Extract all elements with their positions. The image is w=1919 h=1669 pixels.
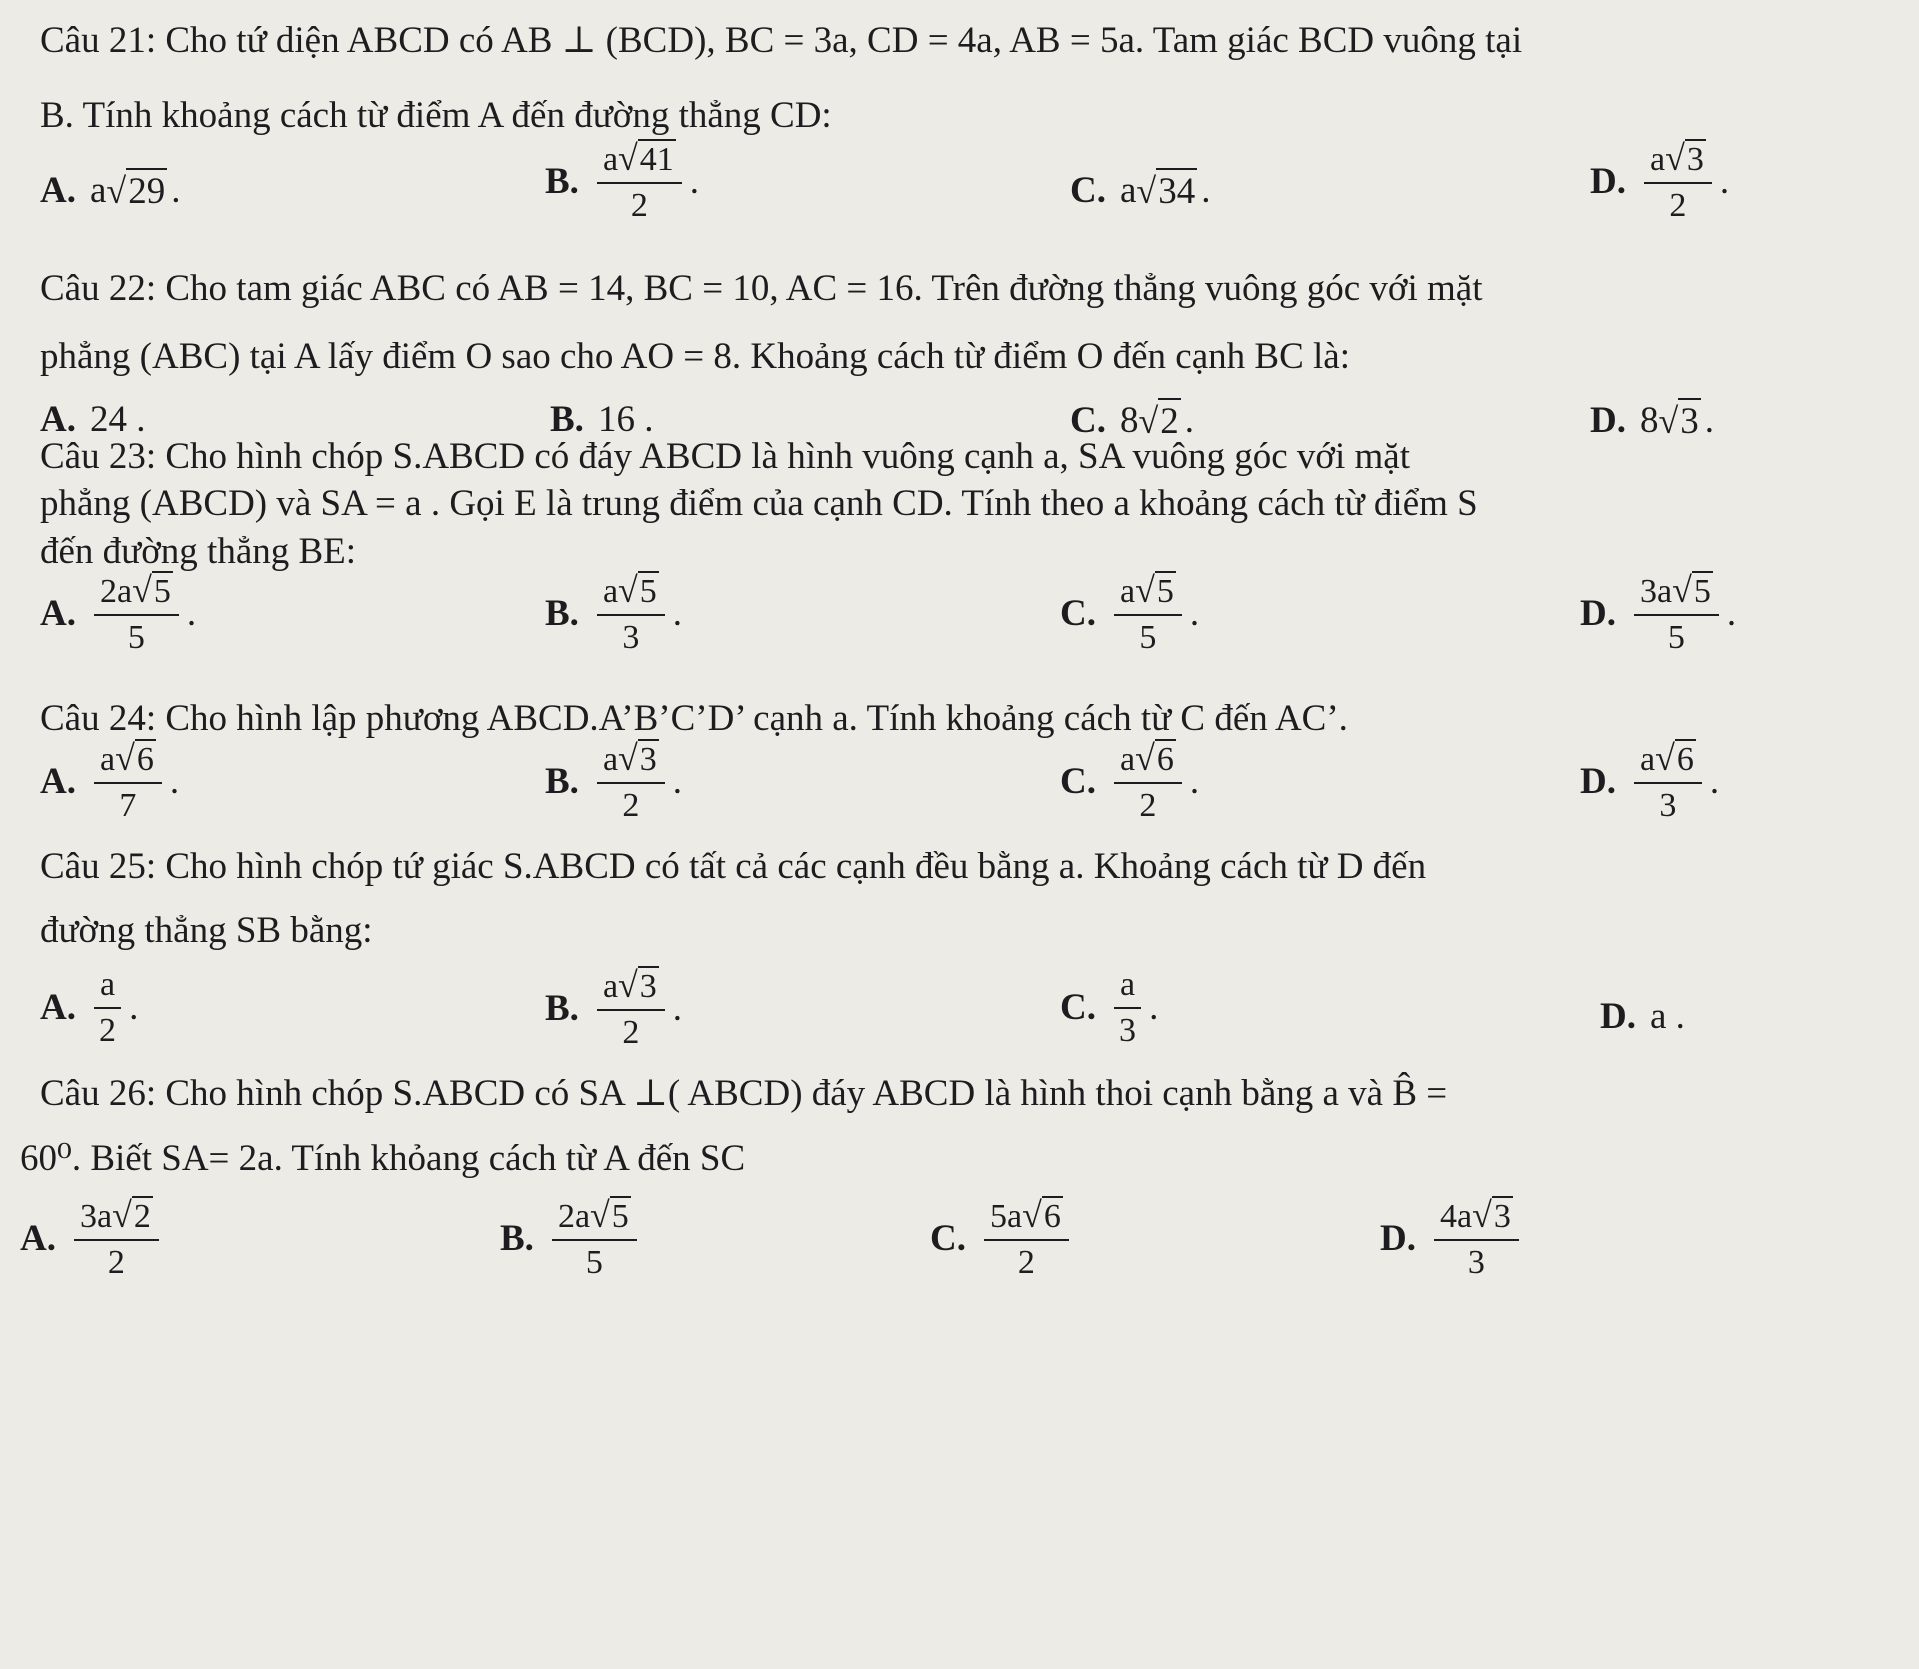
fraction-denominator: 2 <box>1139 786 1157 824</box>
question-line: Câu 24: Cho hình lập phương ABCD.A’B’C’D’ cạnh a. Tính khoảng cách từ C đến AC’. <box>40 698 1348 739</box>
fraction-denominator: 5 <box>585 1243 603 1281</box>
sqrt-sign: √ <box>618 965 638 1005</box>
option-letter: B. <box>545 161 579 203</box>
fraction-denominator: 2 <box>107 1243 125 1281</box>
fraction-numerator <box>1114 740 1182 784</box>
numerator-coefficient: a <box>1119 966 1136 1003</box>
option-period: . <box>186 593 197 635</box>
option-letter: A. <box>40 987 76 1029</box>
option-letter: C. <box>930 1218 966 1260</box>
fraction <box>94 572 179 655</box>
question-line: Câu 25: Cho hình chóp tứ giác S.ABCD có tất cả các cạnh đều bằng a. Khoảng cách từ D đến <box>40 846 1427 887</box>
option-letter: D. <box>1580 761 1616 803</box>
radicand: 34 <box>1156 168 1197 213</box>
option-period: . <box>169 761 180 803</box>
fraction-numerator <box>74 1197 159 1241</box>
numerator-coefficient: a <box>1119 573 1136 610</box>
question-line: Câu 22: Cho tam giác ABC có AB = 14, BC = 10, AC = 16. Trên đường thẳng vuông góc với mặt <box>40 268 1483 309</box>
sqrt-sign: √ <box>618 570 638 610</box>
sqrt-sign: √ <box>132 570 152 610</box>
radicand: 41 <box>639 141 674 178</box>
option-letter: A. <box>20 1218 56 1260</box>
radicand: 3 <box>1493 1198 1511 1235</box>
option-period: . <box>1149 987 1159 1029</box>
sqrt-sign: √ <box>1665 138 1685 178</box>
fraction-denominator: 2 <box>622 1013 640 1051</box>
fraction <box>597 140 682 223</box>
radicand: 3 <box>639 968 657 1005</box>
fraction-denominator: 3 <box>1119 1011 1137 1049</box>
sqrt-sign: √ <box>1472 1195 1492 1235</box>
fraction <box>552 1197 637 1280</box>
answer-option[interactable] <box>1590 398 1714 443</box>
fraction-numerator <box>597 140 682 184</box>
question-line: đến đường thẳng BE: <box>40 531 357 572</box>
radicand: 29 <box>126 168 167 213</box>
sqrt-sign: √ <box>1022 1195 1042 1235</box>
option-letter: C. <box>1060 593 1096 635</box>
numerator-coefficient: 4a <box>1439 1198 1473 1235</box>
radicand: 5 <box>639 573 657 610</box>
answer-option[interactable] <box>545 740 682 823</box>
radicand: 6 <box>1676 741 1694 778</box>
answer-option[interactable] <box>40 740 179 823</box>
option-letter: B. <box>550 399 584 440</box>
option-value: 16 . <box>597 399 654 440</box>
option-period: . <box>1719 161 1730 203</box>
question-line: B. Tính khoảng cách từ điểm A đến đường thẳng CD: <box>40 95 832 136</box>
fraction-numerator <box>597 572 665 616</box>
radicand: 2 <box>1158 398 1181 443</box>
option-coefficient: 8 <box>1639 400 1659 441</box>
sqrt-sign: √ <box>1658 400 1679 441</box>
fraction <box>74 1197 159 1280</box>
answer-option[interactable] <box>1590 140 1729 223</box>
option-letter: A. <box>40 399 76 440</box>
radicand: 3 <box>639 741 657 778</box>
option-letter: A. <box>40 170 76 211</box>
fraction <box>1634 740 1702 823</box>
option-period: . <box>689 161 700 203</box>
fraction-denominator: 2 <box>1017 1243 1035 1281</box>
fraction-numerator <box>94 572 179 616</box>
sqrt-sign: √ <box>590 1195 610 1235</box>
answer-option[interactable] <box>1070 168 1210 213</box>
sqrt-sign: √ <box>1138 400 1159 441</box>
fraction <box>984 1197 1069 1280</box>
fraction-denominator: 2 <box>630 186 648 224</box>
fraction-denominator: 3 <box>1659 786 1677 824</box>
sqrt-sign: √ <box>618 738 638 778</box>
numerator-coefficient: a <box>1119 741 1136 778</box>
numerator-coefficient: 2a <box>557 1198 591 1235</box>
answer-option[interactable] <box>1580 740 1719 823</box>
radicand: 2 <box>133 1198 151 1235</box>
option-coefficient: a <box>89 170 107 211</box>
sqrt-sign: √ <box>112 1195 132 1235</box>
numerator-coefficient: 3a <box>79 1198 113 1235</box>
sqrt-sign: √ <box>1135 738 1155 778</box>
option-letter: D. <box>1580 593 1616 635</box>
answer-option[interactable] <box>1600 995 1685 1038</box>
option-period: . <box>1709 761 1720 803</box>
option-letter: B. <box>500 1218 534 1260</box>
option-letter: D. <box>1590 161 1626 203</box>
fraction-numerator <box>1114 572 1182 616</box>
fraction-denominator: 5 <box>127 618 145 656</box>
option-letter: D. <box>1600 996 1636 1037</box>
numerator-coefficient: a <box>602 141 619 178</box>
option-value: a . <box>1649 996 1685 1037</box>
numerator-coefficient: a <box>602 968 619 1005</box>
numerator-coefficient: a <box>99 741 116 778</box>
option-letter: B. <box>545 988 579 1030</box>
sqrt-sign: √ <box>1136 170 1157 211</box>
fraction <box>94 740 162 823</box>
numerator-coefficient: a <box>1649 141 1666 178</box>
option-letter: C. <box>1070 400 1106 441</box>
option-period: . <box>1704 400 1714 441</box>
sqrt-sign: √ <box>115 738 135 778</box>
option-letter: C. <box>1060 761 1096 803</box>
answer-option[interactable] <box>545 140 699 223</box>
option-letter: A. <box>40 761 76 803</box>
option-value: 24 . <box>89 399 146 440</box>
answer-option[interactable] <box>20 1197 167 1280</box>
option-period: . <box>672 593 683 635</box>
option-period: . <box>1184 400 1194 441</box>
numerator-coefficient: 5a <box>989 1198 1023 1235</box>
sqrt-sign: √ <box>1135 570 1155 610</box>
fraction <box>1114 740 1182 823</box>
radicand: 6 <box>1043 1198 1061 1235</box>
option-letter: C. <box>1060 987 1096 1029</box>
sqrt-sign: √ <box>618 138 638 178</box>
fraction-numerator <box>1634 572 1719 616</box>
answer-option[interactable] <box>40 967 138 1048</box>
answer-option[interactable] <box>1060 572 1199 655</box>
question-line: 60⁰. Biết SA= 2a. Tính khỏang cách từ A đến SC <box>20 1138 746 1179</box>
radicand: 5 <box>1156 573 1174 610</box>
fraction-numerator <box>1634 740 1702 784</box>
answer-option[interactable] <box>1060 740 1199 823</box>
option-period: . <box>171 170 181 211</box>
answer-option[interactable] <box>550 398 653 441</box>
fraction <box>1644 140 1712 223</box>
fraction-numerator <box>984 1197 1069 1241</box>
option-period: . <box>1201 170 1211 211</box>
fraction-denominator: 5 <box>1139 618 1157 656</box>
radicand: 5 <box>153 573 171 610</box>
fraction-numerator <box>1114 967 1141 1009</box>
option-period: . <box>672 988 683 1030</box>
radicand: 3 <box>1686 141 1704 178</box>
numerator-coefficient: a <box>602 573 619 610</box>
sqrt-sign: √ <box>1655 738 1675 778</box>
radicand: 3 <box>1678 398 1701 443</box>
option-period: . <box>1189 761 1200 803</box>
option-period: . <box>129 987 139 1029</box>
fraction <box>94 967 121 1048</box>
option-letter: D. <box>1380 1218 1416 1260</box>
fraction-denominator: 2 <box>1669 186 1687 224</box>
option-letter: D. <box>1590 400 1626 441</box>
numerator-coefficient: a <box>602 741 619 778</box>
answer-option[interactable] <box>500 1197 645 1280</box>
numerator-coefficient: 2a <box>99 573 133 610</box>
fraction <box>597 967 665 1050</box>
answer-option[interactable] <box>545 572 682 655</box>
numerator-coefficient: a <box>99 966 116 1003</box>
answer-option[interactable] <box>930 1197 1077 1280</box>
fraction-denominator: 3 <box>622 618 640 656</box>
radicand: 5 <box>611 1198 629 1235</box>
answer-option[interactable] <box>1060 967 1158 1048</box>
fraction <box>1434 1197 1519 1280</box>
question-line: Câu 21: Cho tứ diện ABCD có AB ⊥ (BCD), BC = 3a, CD = 4a, AB = 5a. Tam giác BCD vuông tại <box>40 20 1523 61</box>
fraction-numerator <box>552 1197 637 1241</box>
numerator-coefficient: a <box>1639 741 1656 778</box>
fraction-numerator <box>597 740 665 784</box>
answer-option[interactable] <box>1580 572 1736 655</box>
option-letter: A. <box>40 593 76 635</box>
option-letter: B. <box>545 761 579 803</box>
numerator-coefficient: 3a <box>1639 573 1673 610</box>
option-coefficient: a <box>1119 170 1137 211</box>
fraction <box>597 740 665 823</box>
answer-option[interactable] <box>40 398 145 441</box>
answer-option[interactable] <box>40 168 180 213</box>
sqrt-sign: √ <box>106 170 127 211</box>
fraction-numerator <box>94 740 162 784</box>
radicand: 6 <box>136 741 154 778</box>
option-period: . <box>672 761 683 803</box>
fraction-denominator: 2 <box>99 1011 117 1049</box>
answer-option[interactable] <box>40 572 196 655</box>
answer-option[interactable] <box>545 967 682 1050</box>
sqrt-sign: √ <box>1672 570 1692 610</box>
fraction-numerator <box>94 967 121 1009</box>
fraction-denominator: 2 <box>622 786 640 824</box>
fraction-numerator <box>1434 1197 1519 1241</box>
fraction-numerator <box>1644 140 1712 184</box>
fraction-denominator: 5 <box>1667 618 1685 656</box>
fraction <box>1114 572 1182 655</box>
fraction-denominator: 3 <box>1467 1243 1485 1281</box>
fraction-denominator: 7 <box>119 786 137 824</box>
question-line: Câu 23: Cho hình chóp S.ABCD có đáy ABCD là hình vuông cạnh a, SA vuông góc với mặt <box>40 436 1410 477</box>
fraction <box>597 572 665 655</box>
radicand: 6 <box>1156 741 1174 778</box>
radicand: 5 <box>1693 573 1711 610</box>
answer-option[interactable] <box>1380 1197 1527 1280</box>
option-period: . <box>1726 593 1737 635</box>
option-letter: B. <box>545 593 579 635</box>
option-coefficient: 8 <box>1119 400 1139 441</box>
question-line: phẳng (ABC) tại A lấy điểm O sao cho AO = 8. Khoảng cách từ điểm O đến cạnh BC là: <box>40 336 1350 377</box>
question-line: đường thẳng SB bằng: <box>40 910 373 951</box>
question-line: Câu 26: Cho hình chóp S.ABCD có SA ⊥( ABCD) đáy ABCD là hình thoi cạnh bằng a và B̂ = <box>40 1073 1448 1114</box>
option-period: . <box>1189 593 1200 635</box>
fraction <box>1114 967 1141 1048</box>
option-letter: C. <box>1070 170 1106 211</box>
fraction <box>1634 572 1719 655</box>
fraction-numerator <box>597 967 665 1011</box>
question-line: phẳng (ABCD) và SA = a . Gọi E là trung điểm của cạnh CD. Tính theo a khoảng cách từ điểm S <box>40 483 1478 524</box>
